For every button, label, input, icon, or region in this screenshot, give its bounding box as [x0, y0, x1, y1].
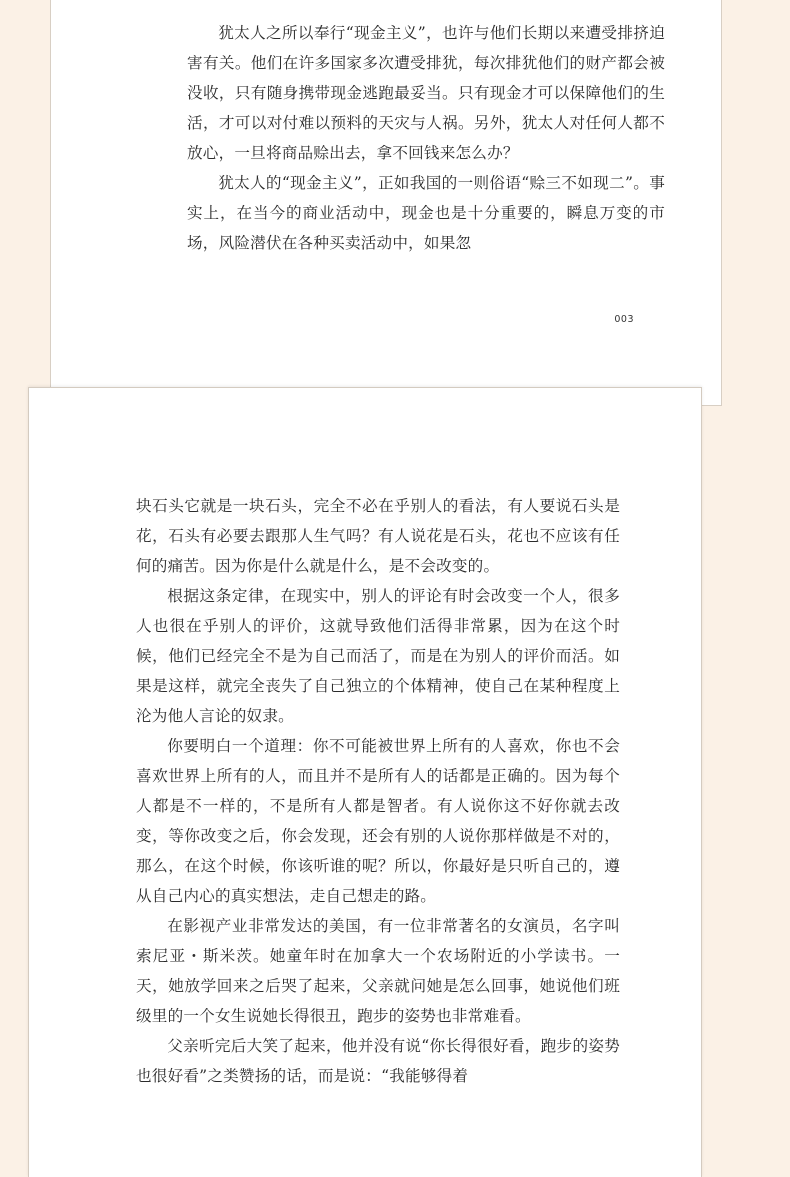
book-page-bottom: [28, 387, 702, 1177]
page-number: 003: [614, 314, 634, 325]
paragraph: 在影视产业非常发达的美国，有一位非常著名的女演员，名字叫索尼亚・斯米茨。她童年时在加拿大一个农场附近的小学读书。一天，她放学回来之后哭了起来，父亲就问她是怎么回事，她说他们班级里的一个女生说她长得很丑，跑步的姿势也非常难看。: [136, 917, 620, 1025]
paragraph: 根据这条定律，在现实中，别人的评论有时会改变一个人，很多人也很在乎别人的评价，这就导致他们活得非常累，因为在这个时候，他们已经完全不是为自己而活了，而是在为别人的评价而活。如果是这样，就完全丧失了自己独立的个体精神，使自己在某种程度上沦为他人言论的奴隶。: [136, 587, 620, 725]
paragraph: 犹太人之所以奉行“现金主义”，也许与他们长期以来遭受排挤迫害有关。他们在许多国家多次遭受排犹，每次排犹他们的财产都会被没收，只有随身携带现金逃跑最妥当。只有现金才可以保障他们的生活，才可以对付难以预料的天灾与人祸。另外，犹太人对任何人都不放心，一旦将商品赊出去，拿不回钱来怎么办？: [187, 24, 665, 162]
book-page-top: [50, 0, 722, 406]
top-page-body: [187, 18, 665, 258]
paragraph: 你要明白一个道理：你不可能被世界上所有的人喜欢，你也不会喜欢世界上所有的人，而且并不是所有人的话都是正确的。因为每个人都是不一样的，不是所有人都是智者。有人说你这不好你就去改变，等你改变之后，你会发现，还会有别的人说你那样做是不对的，那么，在这个时候，你该听谁的呢？所以，你最好是只听自己的，遵从自己内心的真实想法，走自己想走的路。: [136, 737, 620, 905]
paragraph: 块石头它就是一块石头，完全不必在乎别人的看法，有人要说石头是花，石头有必要去跟那人生气吗？有人说花是石头，花也不应该有任何的痛苦。因为你是什么就是什么，是不会改变的。: [136, 497, 620, 575]
paragraph: 犹太人的“现金主义”，正如我国的一则俗语“赊三不如现二”。事实上，在当今的商业活动中，现金也是十分重要的，瞬息万变的市场，风险潜伏在各种买卖活动中，如果忽: [187, 174, 665, 252]
paragraph: 父亲听完后大笑了起来，他并没有说“你长得很好看，跑步的姿势也很好看”之类赞扬的话，而是说：“我能够得着: [136, 1037, 620, 1085]
bottom-page-body: [136, 491, 620, 1091]
